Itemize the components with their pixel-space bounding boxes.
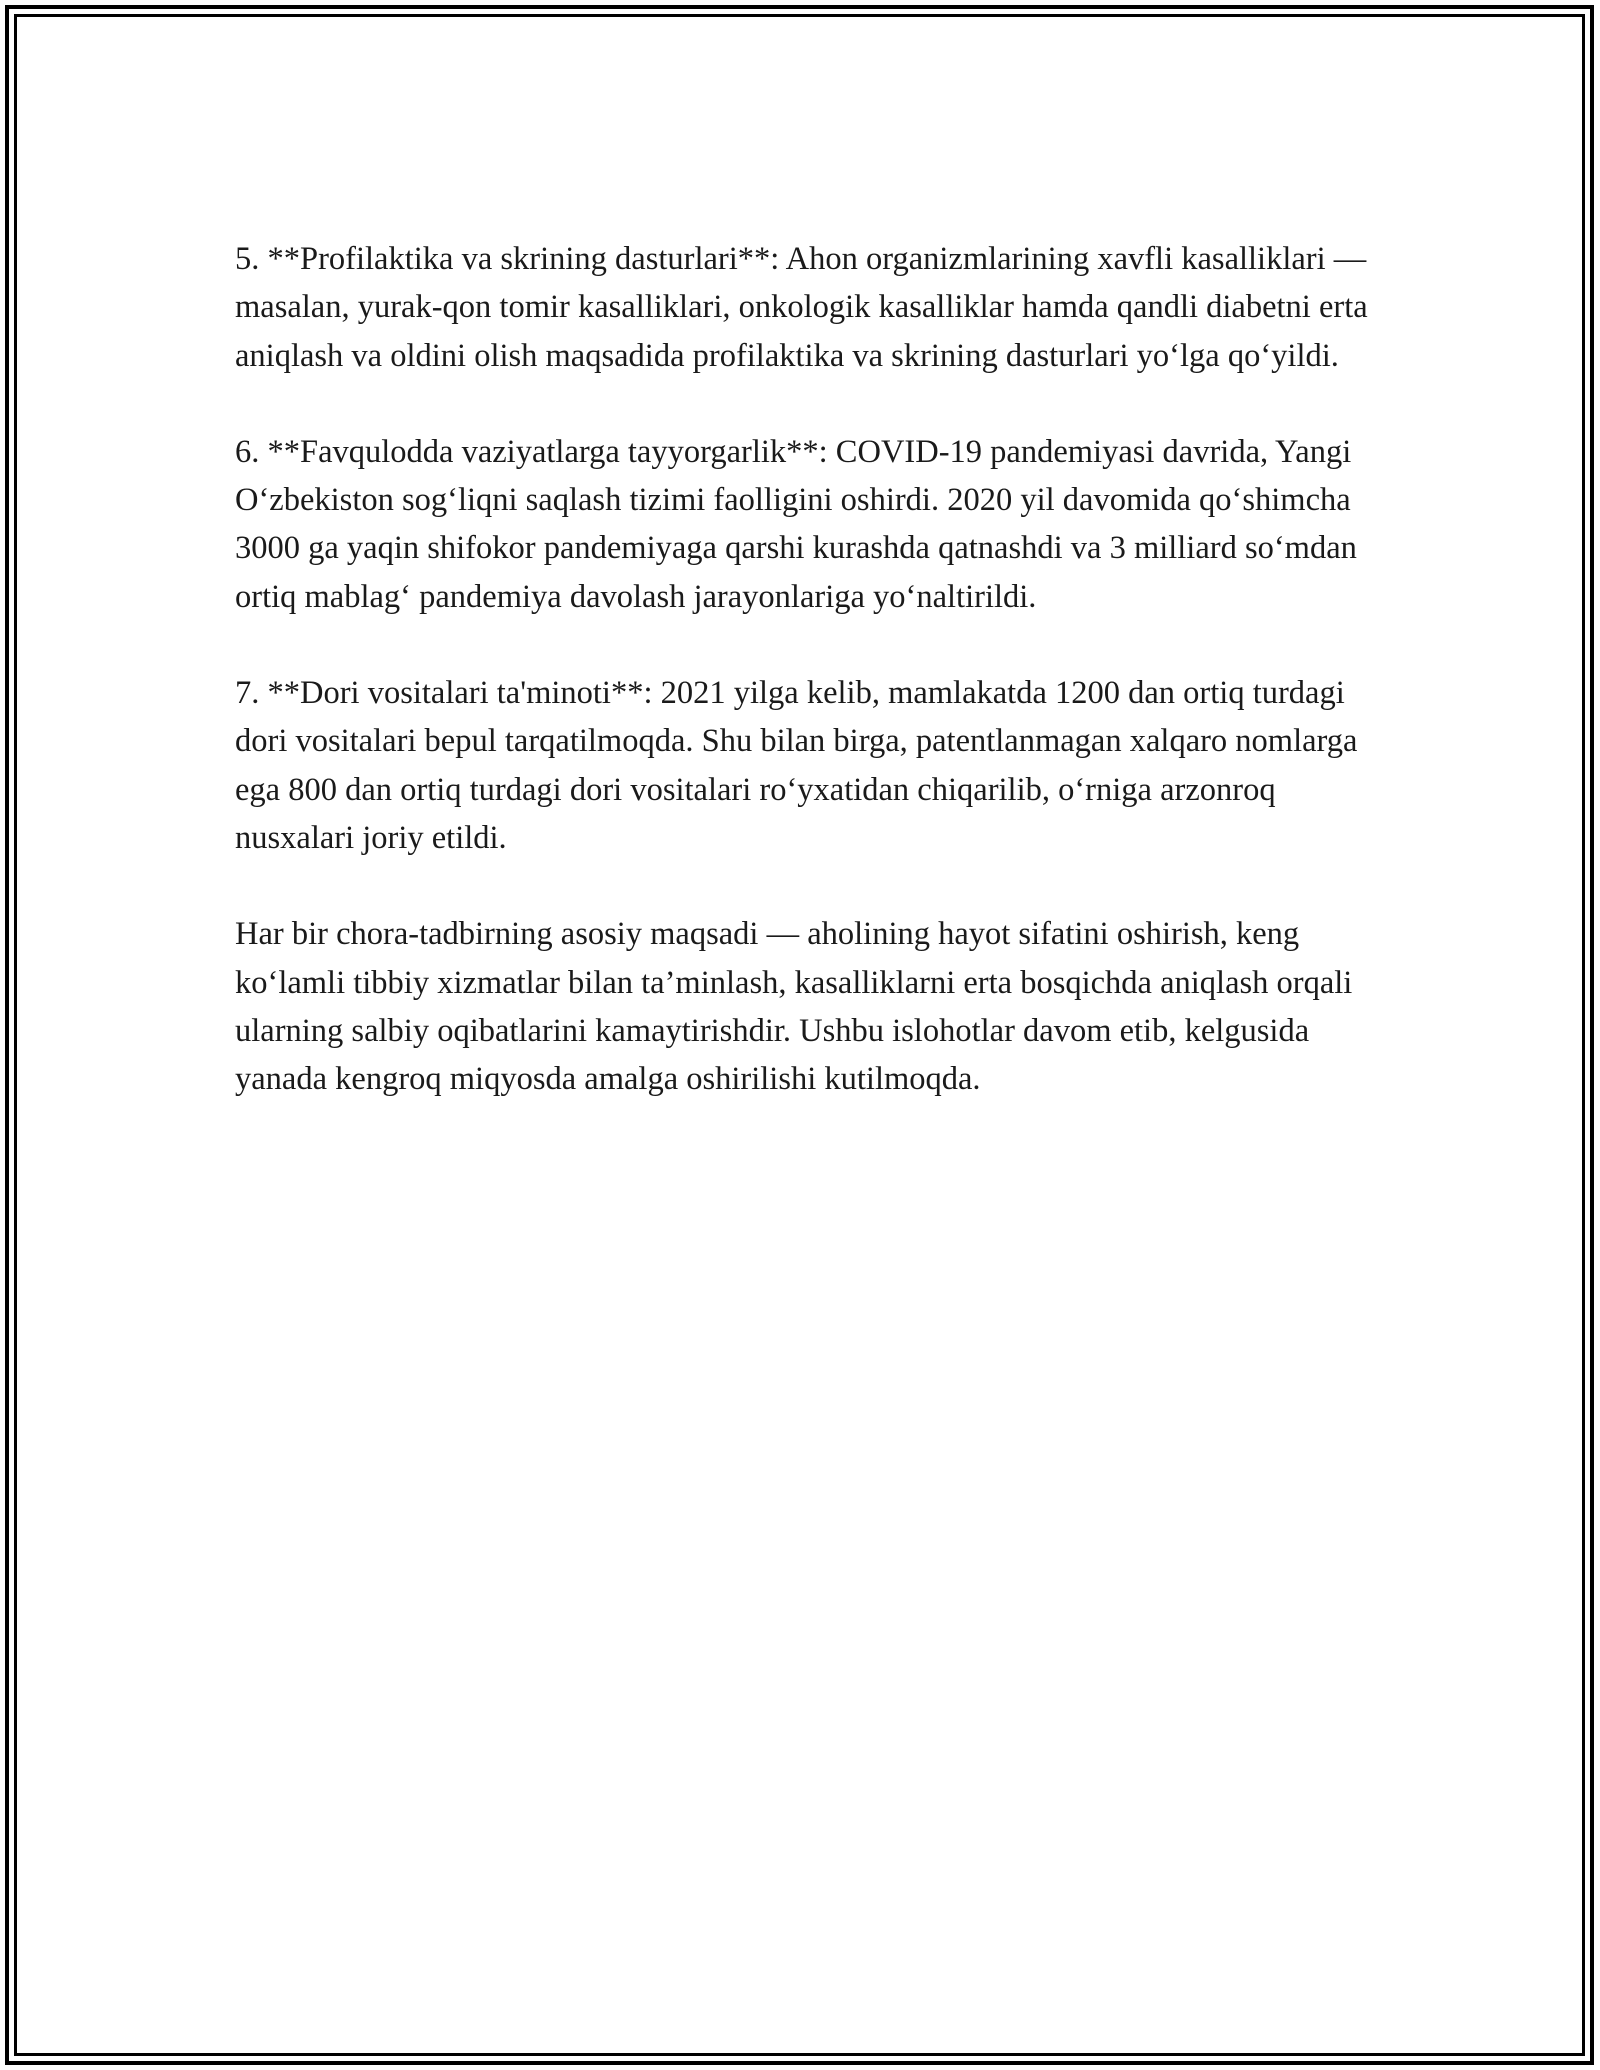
paragraph-conclusion: Har bir chora-tadbirning asosiy maqsadi — aholining hayot sifatini oshirish, keng ko‘lamli tibbiy xizmatlar bilan ta’minlash, kasalliklarni erta bosqichda aniqlash orqali ularning salbiy oqibatlarini kamaytirishdir. Ushbu islohotlar davom etib, kelgusida yanada kengroq miqyosda amalga oshirilishi kutilmoqda. <box>235 916 1353 1098</box>
document-body <box>235 235 1385 1151</box>
paragraph-dori-vositalari: 7. **Dori vositalari ta'minoti**: 2021 yilga kelib, mamlakatda 1200 dan ortiq turdagi dori vositalari bepul tarqatilmoqda. Shu bilan birga, patentlanmagan xalqaro nomlarga ega 800 dan ortiq turdagi dori vositalari ro‘yxatidan chiqarilib, o‘rniga arzonroq nusxalari joriy etildi. <box>235 675 1358 856</box>
paragraph-profilaktika: 5. **Profilaktika va skrining dasturlari**: Ahon organizmlarining xavfli kasalliklari — masalan, yurak-qon tomir kasalliklari, onkologik kasalliklar hamda qandli diabetni erta aniqlash va oldini olish maqsadida profilaktika va skrining dasturlari yo‘lga qo‘yildi. <box>235 241 1368 374</box>
paragraph-favqulodda: 6. **Favqulodda vaziyatlarga tayyorgarlik**: COVID-19 pandemiyasi davrida, Yangi O‘zbekiston sog‘liqni saqlash tizimi faolligini oshirdi. 2020 yil davomida qo‘shimcha 3000 ga yaqin shifokor pandemiyaga qarshi kurashda qatnashdi va 3 milliard so‘mdan ortiq mablag‘ pandemiya davolash jarayonlariga yo‘naltirildi. <box>235 433 1357 615</box>
